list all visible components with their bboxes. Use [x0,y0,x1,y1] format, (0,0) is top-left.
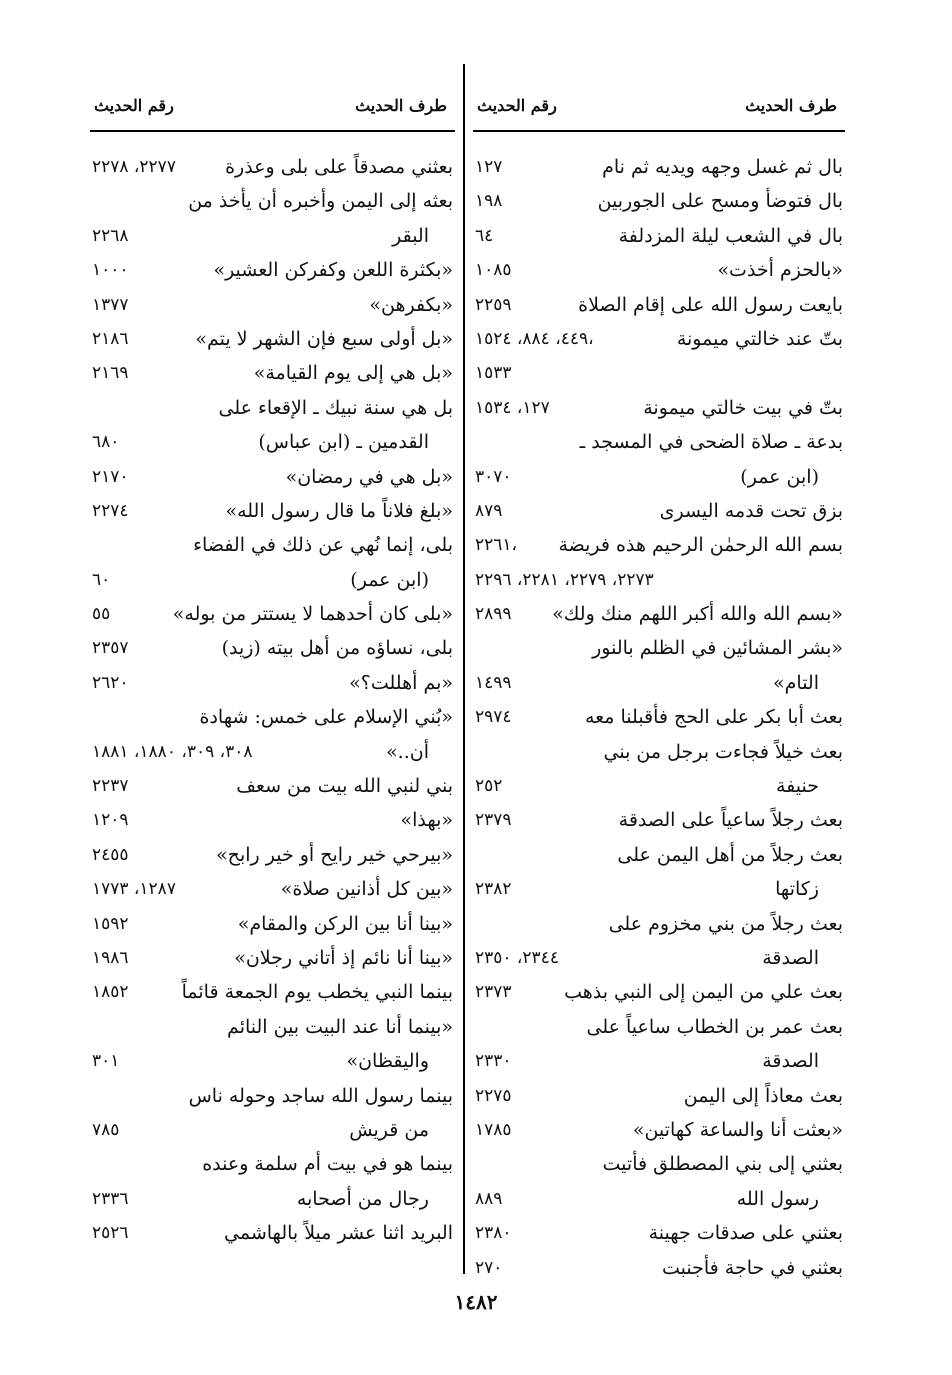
index-entry [90,184,455,218]
index-entry [473,735,845,769]
index-entry [473,494,845,528]
hadith-beginning: بتّ في بيت خالتي ميمونة [643,396,843,419]
index-entry [90,700,455,734]
index-entry [473,1216,845,1250]
hadith-number: ١٧٨٥ [475,1119,512,1140]
hadith-beginning: «بيرحي خير رايح أو خير رابح» [216,843,453,866]
hadith-number: ١٨٥٢ [92,982,129,1003]
index-entry [90,1044,455,1078]
hadith-number: ٢٥٢٦ [92,1223,129,1244]
index-entry [473,872,845,906]
hadith-number-heading: رقم الحديث [94,96,174,115]
hadith-number: ٢٣٤٤، ٢٣٥٠ [475,947,559,968]
index-entry [90,1113,455,1147]
hadith-beginning: رجال من أصحابه [296,1187,429,1210]
hadith-number: ١٢٧، ١٥٣٤ [475,397,550,418]
hadith-number: ٣٠٧٠ [475,466,512,487]
hadith-beginning: القدمين ـ (ابن عباس) [258,431,429,454]
index-entry [473,184,845,218]
hadith-number: ٣٠٨، ٣٠٩، ١٨٨٠، ١٨٨١ [92,741,253,762]
hadith-beginning: «بكفرهن» [369,293,453,316]
hadith-number: ٢٣٨٢ [475,879,512,900]
hadith-number: ٦٨٠ [92,432,120,453]
hadith-beginning: بينما هو في بيت أم سلمة وعنده [202,1153,453,1176]
hadith-number: ١٩٨ [475,191,503,212]
hadith-beginning: بعث رجلاً ساعياً على الصدقة [618,809,843,832]
hadith-number: ٢١٨٦ [92,328,129,349]
hadith-number: ٦٤ [475,225,494,246]
hadith-beginning: بتّ عند خالتي ميمونة [676,327,843,350]
index-entry [473,322,845,356]
index-entry [90,460,455,494]
hadith-beginning: بعث أبا بكر على الحج فأقبلنا معه [584,706,843,729]
hadith-beginning: «بل أولى سبع فإن الشهر لا يتم» [195,327,453,350]
hadith-number: ١٢٧ [475,157,503,177]
hadith-beginning: من قريش [349,1118,429,1141]
hadith-number: ٢٣٨٠ [475,1223,512,1244]
hadith-beginning: بعث عمر بن الخطاب ساعياً على [586,1015,843,1038]
hadith-beginning: «بلغ فلاناً ما قال رسول الله» [225,499,453,522]
hadith-beginning: البريد اثنا عشر ميلاً بالهاشمي [224,1222,453,1245]
hadith-number: ٦٠ [92,569,111,590]
index-entry [90,838,455,872]
hadith-beginning: بل هي سنة نبيك ـ الإقعاء على [218,396,453,419]
hadith-beginning: «بينما أنا عند البيت بين النائم [227,1015,453,1038]
index-entry [473,528,845,562]
index-entry [90,356,455,390]
index-entry [473,219,845,253]
hadith-beginning: بعث رجلاً من بني مخزوم على [608,912,843,935]
column-divider [463,64,465,1274]
hadith-beginning: «بل هي إلى يوم القيامة» [253,362,453,385]
index-entry [90,150,455,184]
hadith-number: ٢٣٧٣ [475,982,512,1003]
index-entry [90,975,455,1009]
hadith-beginning: «بينا أنا بين الركن والمقام» [237,912,453,935]
index-entry [90,1147,455,1181]
hadith-number: ١٠٠٠ [92,260,129,281]
page-number: ١٤٨٢ [454,1290,498,1314]
hadith-number: ٢٢٧٤ [92,500,129,521]
hadith-beginning: بعثني إلى بني المصطلق فأتيت [602,1153,843,1176]
hadith-number: ٢٣٣٠ [475,1051,512,1072]
index-entry [90,597,455,631]
hadith-beginning: بينما النبي يخطب يوم الجمعة قائماً [181,981,453,1004]
right-entries [473,150,845,1285]
hadith-number: ١٣٧٧ [92,294,129,315]
hadith-beginning: بال في الشعب ليلة المزدلفة [618,224,843,247]
index-entry [90,1216,455,1250]
hadith-number: ٢٣٥٧ [92,638,129,659]
index-entry [90,425,455,459]
left-entries [90,150,455,1251]
index-entry [90,391,455,425]
index-entry [90,253,455,287]
hadith-number: ٢٢٥٩ [475,294,512,315]
index-entry [90,907,455,941]
hadith-number: ٤٤٩، ٨٨٤، ١٥٢٤، [475,328,594,349]
right-column [473,92,845,1285]
hadith-number: ٢٣٧٩ [475,810,512,831]
index-entry [473,391,845,425]
index-entry [473,1044,845,1078]
hadith-number: ٢١٦٩ [92,363,129,384]
index-entry [473,356,845,390]
index-entry [473,1113,845,1147]
hadith-number: ٣٠١ [92,1051,120,1072]
hadith-number: ١٥٩٢ [92,913,129,934]
index-entry [90,769,455,803]
hadith-beginning: بال ثم غسل وجهه ويديه ثم نام [602,156,843,178]
hadith-beginning: بزق تحت قدمه اليسرى [659,499,843,522]
hadith-beginning: بدعة ـ صلاة الضحى في المسجد ـ [579,431,843,454]
hadith-beginning: زكاتها [775,878,819,901]
hadith-number: ١٥٣٣ [475,363,512,384]
left-column-header [90,92,455,132]
hadith-number: ٢٢٦٨ [92,225,129,246]
hadith-beginning: بال فتوضأ ومسح على الجوربين [597,190,843,213]
hadith-beginning: (ابن عمر) [350,568,429,591]
index-entry [90,631,455,665]
hadith-beginning-heading: طرف الحديث [355,96,447,115]
hadith-beginning: بعث علي من اليمن إلى النبي بذهب [564,981,843,1004]
hadith-beginning: بني لنبي الله بيت من سعف [236,775,453,798]
hadith-beginning: «بشر المشائين في الظلم بالنور [592,637,843,660]
index-entry [473,700,845,734]
index-entry [90,666,455,700]
index-entry [473,150,845,184]
hadith-number: ٢٥٢ [475,776,503,797]
hadith-number: ٢٨٩٩ [475,604,512,625]
index-entry [473,425,845,459]
index-entry [90,322,455,356]
hadith-number: ١٩٨٦ [92,947,129,968]
hadith-beginning: بعث رجلاً من أهل اليمن على [617,843,843,866]
index-entry [473,631,845,665]
index-entry [473,460,845,494]
hadith-number: ٢٢٧٣، ٢٢٧٩، ٢٢٨١، ٢٢٩٦ [475,569,654,590]
hadith-beginning: بعث معاذاً إلى اليمن [683,1084,843,1107]
index-entry [473,1147,845,1181]
index-entry [90,1182,455,1216]
left-column [90,92,455,1251]
hadith-beginning: بسم الله الرحمٰن الرحيم هذه فريضة [558,534,843,557]
index-entry [473,253,845,287]
hadith-number: ٢٧٠ [475,1257,503,1278]
index-entry [90,941,455,975]
hadith-beginning: «بهذا» [400,809,453,832]
index-entry [473,838,845,872]
index-entry [90,735,455,769]
hadith-number: ٨٧٩ [475,500,503,521]
index-entry [473,563,845,597]
hadith-number: ٢٤٥٥ [92,844,129,865]
hadith-beginning: بلى، إنما نُهي عن ذلك في الفضاء [193,534,453,557]
hadith-beginning: «بينا أنا نائم إذ أتاني رجلان» [234,946,453,969]
hadith-number: ٥٥ [92,604,111,625]
index-entry [90,1079,455,1113]
hadith-beginning: «بعثت أنا والساعة كهاتين» [632,1118,843,1141]
hadith-number: ١٠٨٥ [475,260,512,281]
index-entry [90,288,455,322]
right-column-header [473,92,845,132]
index-entry [473,597,845,631]
index-entry [473,907,845,941]
index-entry [90,219,455,253]
hadith-number: ١٢٨٧، ١٧٧٣ [92,879,176,900]
index-entry [473,941,845,975]
hadith-beginning: «بكثرة اللعن وكفركن العشير» [213,259,453,282]
hadith-number: ٢٩٧٤ [475,707,512,728]
hadith-beginning: واليقظان» [346,1050,429,1073]
hadith-beginning: رسول الله [736,1187,819,1210]
index-entry [473,666,845,700]
hadith-beginning: بعثني على صدقات جهينة [648,1222,843,1245]
index-entry [90,563,455,597]
hadith-beginning: بعثني في حاجة فأجنبت [661,1256,843,1279]
hadith-beginning: الصدقة [762,1050,819,1073]
index-entry [473,1079,845,1113]
hadith-beginning: حنيفة [775,775,819,798]
index-entry [473,1251,845,1285]
hadith-number: ٢٢٣٧ [92,776,129,797]
hadith-beginning: «بين كل أذانين صلاة» [280,878,453,901]
hadith-beginning: أن..» [386,740,429,763]
hadith-number: ٢٢٧٥ [475,1085,512,1106]
hadith-number: ٢١٧٠ [92,466,129,487]
hadith-beginning: البقر [392,224,429,247]
hadith-number: ١٤٩٩ [475,672,512,693]
hadith-beginning: بلى، نساؤه من أهل بيته (زيد) [221,637,453,660]
hadith-beginning: الصدقة [762,946,819,969]
hadith-beginning: «بل هي في رمضان» [285,465,453,488]
index-entry [473,288,845,322]
hadith-beginning: بايعت رسول الله على إقام الصلاة [578,293,843,316]
hadith-beginning: «بم أهللت؟» [349,671,453,694]
index-entry [473,975,845,1009]
hadith-beginning-heading: طرف الحديث [745,96,837,115]
hadith-beginning: بعث خيلاً فجاءت برجل من بني [603,740,843,763]
hadith-beginning: «بسم الله والله أكبر اللهم منك ولك» [552,603,843,626]
hadith-beginning: بعثه إلى اليمن وأخبره أن يأخذ من [188,190,453,213]
hadith-number: ٢٢٧٧، ٢٢٧٨ [92,157,176,177]
hadith-number-heading: رقم الحديث [477,96,557,115]
hadith-beginning: (ابن عمر) [740,465,819,488]
index-entry [473,803,845,837]
index-entry [90,528,455,562]
hadith-number: ١٢٠٩ [92,810,129,831]
hadith-beginning: «بُني الإسلام على خمس: شهادة [199,706,453,729]
index-entry [90,872,455,906]
hadith-beginning: بينما رسول الله ساجد وحوله ناس [188,1084,453,1107]
hadith-number: ٢٣٣٦ [92,1188,129,1209]
index-entry [90,803,455,837]
hadith-beginning: بعثني مصدقاً على بلى وعذرة [225,156,453,178]
index-entry [473,1010,845,1044]
hadith-beginning: «بالحزم أخذت» [717,259,843,282]
index-entry [90,1010,455,1044]
index-entry [90,494,455,528]
index-entry [473,1182,845,1216]
hadith-number: ٢٢٦١، [475,535,518,556]
hadith-number: ٨٨٩ [475,1188,503,1209]
hadith-number: ٧٨٥ [92,1119,120,1140]
hadith-beginning: «بلى كان أحدهما لا يستتر من بوله» [172,603,453,626]
hadith-beginning: التام» [773,671,819,694]
hadith-number: ٢٦٢٠ [92,672,129,693]
index-entry [473,769,845,803]
